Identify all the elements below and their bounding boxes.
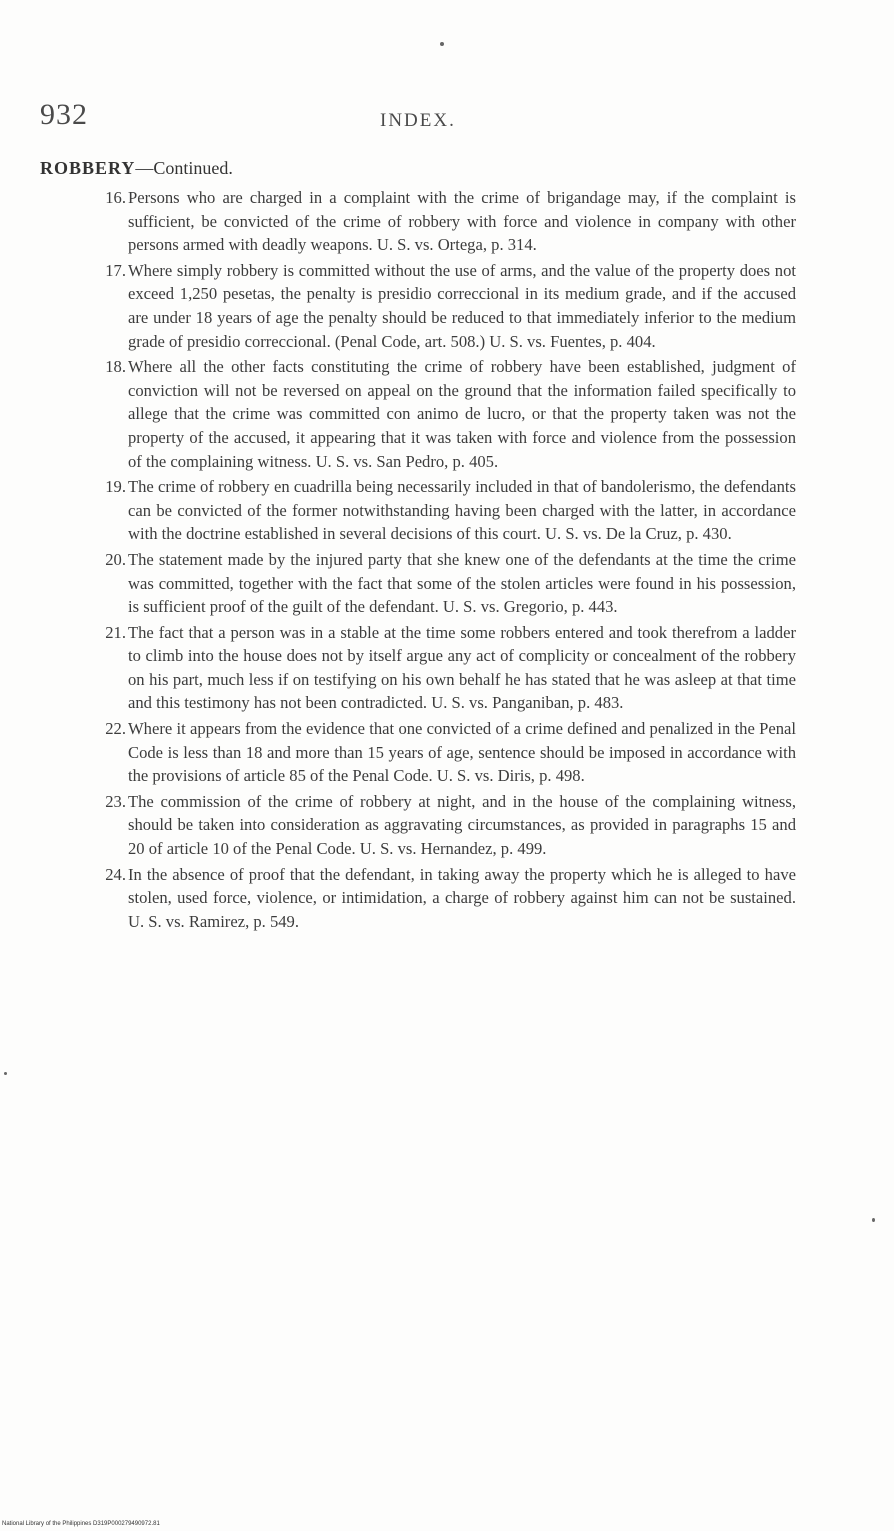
ink-speck [4,1072,7,1075]
entry-text: The commission of the crime of robbery at night, and in the house of the complaining witness, should be taken into consideration as aggravating circumstances, as provided in paragraphs 15 and 20 of article 10 of the Penal Code. U. S. vs. Hernandez, p. 499. [128,791,796,859]
entry-number: 19 . [66,475,126,499]
index-entries [66,186,796,935]
section-heading [40,158,233,179]
entry-number: 22 . [66,717,126,741]
ink-speck [440,42,444,46]
entry-text: Where all the other facts constituting the crime of robbery have been established, judgment of conviction will not be reversed on appeal on the ground that the information failed specifically to allege that the crime was committed con animo de lucro, or that the property taken was not the property of the accused, it appearing that it was taken with force and violence from the possession of the complaining witness. U. S. vs. San Pedro, p. 405. [128,357,796,471]
section-continued: —Continued. [135,158,233,178]
entry-text: The fact that a person was in a stable at the time some robbers entered and took therefrom a ladder to climb into the house does not by itself argue any act of complicity or concealment of the robbery on his part, much less if on testifying on his own behalf he has stated that he was asleep at that time and this testimony has not been contradicted. U. S. vs. Panganiban, p. 483. [128,622,796,713]
running-title: INDEX. [380,110,456,131]
entry-number: 18 . [66,355,126,379]
index-entry [66,259,796,353]
entry-number: 16 . [66,186,126,210]
index-entry [66,790,796,861]
index-entry [66,475,796,546]
entry-text: Where simply robbery is committed without the use of arms, and the value of the property does not exceed 1,250 pesetas, the penalty is presidio correccional in its medium grade, and if the accused are under 18 years of age the penalty should be reduced to that immediately inferior to the medium grade of presidio correccional. (Penal Code, art. 508.) U. S. vs. Fuentes, p. 404. [128,260,796,351]
page-number: 932 [40,98,88,131]
index-entry [66,863,796,934]
ink-speck [872,1218,875,1222]
index-entry [66,355,796,473]
entry-number: 20 . [66,548,126,572]
entry-number: 24 . [66,863,126,887]
scan-credit: National Library of the Philippines D319P000279490972.81 [2,1521,160,1527]
entry-text: Where it appears from the evidence that one convicted of a crime defined and penalized in the Penal Code is less than 18 and more than 15 years of age, sentence should be imposed in accordance with the provisions of article 85 of the Penal Code. U. S. vs. Diris, p. 498. [128,719,796,786]
entry-number: 23 . [66,790,126,814]
entry-number: 21 . [66,621,126,645]
index-entry [66,717,796,788]
entry-number: 17 . [66,259,126,283]
index-entry [66,186,796,257]
entry-text: Persons who are charged in a complaint with the crime of brigandage may, if the complaint is sufficient, be convicted of the crime of robbery with force and violence in company with other persons armed with deadly weapons. U. S. vs. Ortega, p. 314. [128,188,796,255]
page-header [40,98,840,138]
entry-text: In the absence of proof that the defendant, in taking away the property which he is alleged to have stolen, used force, violence, or intimidation, a charge of robbery against him can not be sustained. U. S. vs. Ramirez, p. 549. [128,864,796,931]
index-entry [66,621,796,715]
section-title: ROBBERY [40,158,136,178]
entry-text: The crime of robbery en cuadrilla being necessarily included in that of bandolerismo, the defendants can be convicted of the former notwithstanding having been charged with the latter, in accordance with the doctrine established in several decisions of this court. U. S. vs. De la Cruz, p. 430. [128,477,796,544]
index-entry [66,548,796,619]
entry-text: The statement made by the injured party that she knew one of the defendants at the time the crime was committed, together with the fact that some of the stolen articles were found in his possession, is sufficient proof of the guilt of the defendant. U. S. vs. Gregorio, p. 443. [128,549,796,617]
